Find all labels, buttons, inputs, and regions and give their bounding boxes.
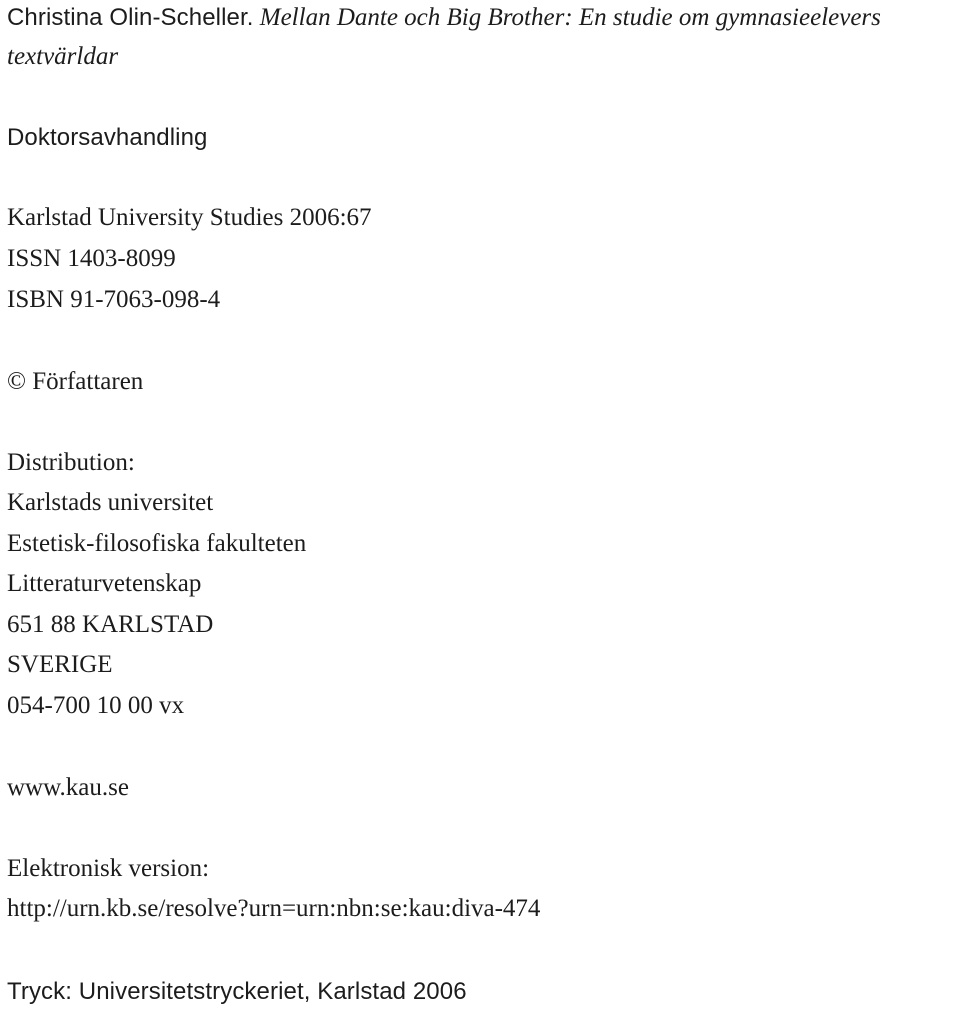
author-name: Christina Olin-Scheller.	[7, 4, 254, 31]
copyright-notice: © Författaren	[7, 368, 144, 395]
isbn: ISBN 91-7063-098-4	[7, 286, 221, 313]
distribution-faculty: Estetisk-filosofiska fakulteten	[7, 530, 307, 557]
distribution-country: SVERIGE	[7, 651, 113, 678]
issn: ISSN 1403-8099	[7, 245, 176, 272]
electronic-version-heading: Elektronisk version:	[7, 855, 210, 882]
distribution-university: Karlstads universitet	[7, 489, 214, 516]
document-type: Doktorsavhandling	[7, 124, 208, 151]
distribution-phone: 054-700 10 00 vx	[7, 692, 185, 719]
citation-line	[7, 3, 881, 33]
website-link[interactable]: www.kau.se	[7, 774, 129, 801]
series-line: Karlstad University Studies 2006:67	[7, 204, 372, 231]
distribution-heading: Distribution:	[7, 449, 135, 476]
distribution-department: Litteraturvetenskap	[7, 570, 202, 597]
distribution-postal-code: 651 88 KARLSTAD	[7, 611, 214, 638]
thesis-title-continued: textvärldar	[7, 43, 119, 70]
printer-line: Tryck: Universitetstryckeriet, Karlstad 2006	[7, 978, 467, 1005]
electronic-version-url[interactable]: http://urn.kb.se/resolve?urn=urn:nbn:se:kau:diva-474	[7, 895, 541, 922]
thesis-title: Mellan Dante och Big Brother: En studie om gymnasieelevers	[259, 4, 881, 31]
